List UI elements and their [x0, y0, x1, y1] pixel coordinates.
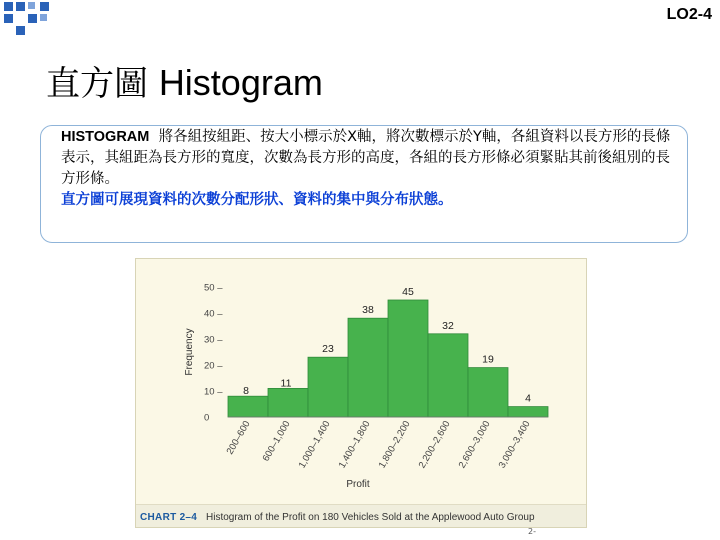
y-tick-label: 40 – [204, 308, 223, 320]
x-tick-label: 2,200–2,600 [416, 419, 453, 471]
bar-value-label: 45 [402, 286, 414, 298]
x-axis-title: Profit [346, 479, 370, 490]
definition-highlight: 直方圖可展現資料的次數分配形狀、資料的集中與分布狀態。 [61, 192, 453, 208]
x-tick-label: 600–1,000 [260, 419, 293, 464]
chart-caption-text: Histogram of the Profit on 180 Vehicles Sold at the Applewood Auto Group [206, 512, 535, 523]
logo-squares [0, 0, 60, 44]
x-tick-label: 1,400–1,800 [336, 419, 373, 471]
learning-objective-label: LO2-4 [666, 6, 712, 23]
histogram-chart-panel [135, 258, 587, 528]
histogram-bar [308, 357, 348, 417]
histogram-bar [228, 396, 268, 417]
definition-body: 將各組按組距、按大小標示於X軸，將次數標示於Y軸，各組資料以長方形的長條表示，其組距為長方形的寬度，次數為長方形的高度，各組的長方形條必須緊貼其前後組別的長方形條。 [61, 129, 671, 187]
definition-box [40, 125, 688, 243]
histogram-bar [268, 388, 308, 417]
y-axis-title: Frequency [184, 328, 195, 376]
definition-lead: HISTOGRAM [61, 129, 150, 145]
y-tick-label: 10 – [204, 386, 223, 398]
slide-title [46, 56, 323, 105]
bar-value-label: 23 [322, 343, 334, 356]
bar-value-label: 4 [525, 392, 531, 405]
x-tick-label: 1,000–1,400 [296, 419, 333, 471]
bar-value-label: 38 [362, 304, 374, 317]
x-tick-label: 2,600–3,000 [456, 419, 493, 471]
page-number: 2- [528, 527, 536, 536]
x-tick-label: 1,800–2,200 [376, 419, 413, 471]
bar-value-label: 11 [280, 377, 292, 390]
bar-value-label: 32 [442, 319, 454, 332]
y-tick-label: 50 – [204, 282, 223, 294]
caption-band [136, 504, 586, 527]
histogram-bar [428, 334, 468, 417]
histogram-bar [508, 407, 548, 417]
chart-caption-label: CHART 2–4 [140, 512, 198, 523]
y-tick-label: 0 [204, 412, 210, 424]
histogram-bar [468, 368, 508, 417]
histogram-bar [348, 318, 388, 417]
histogram-bar [388, 300, 428, 417]
title-english: Histogram [158, 62, 323, 103]
bar-value-label: 8 [243, 385, 249, 398]
y-tick-label: 20 – [204, 360, 223, 372]
x-tick-label: 200–600 [224, 419, 253, 457]
histogram-chart [136, 259, 588, 509]
y-tick-label: 30 – [204, 334, 223, 346]
bar-value-label: 19 [482, 353, 494, 366]
title-chinese: 直方圖 [46, 64, 148, 104]
x-tick-label: 3,000–3,400 [496, 419, 533, 471]
